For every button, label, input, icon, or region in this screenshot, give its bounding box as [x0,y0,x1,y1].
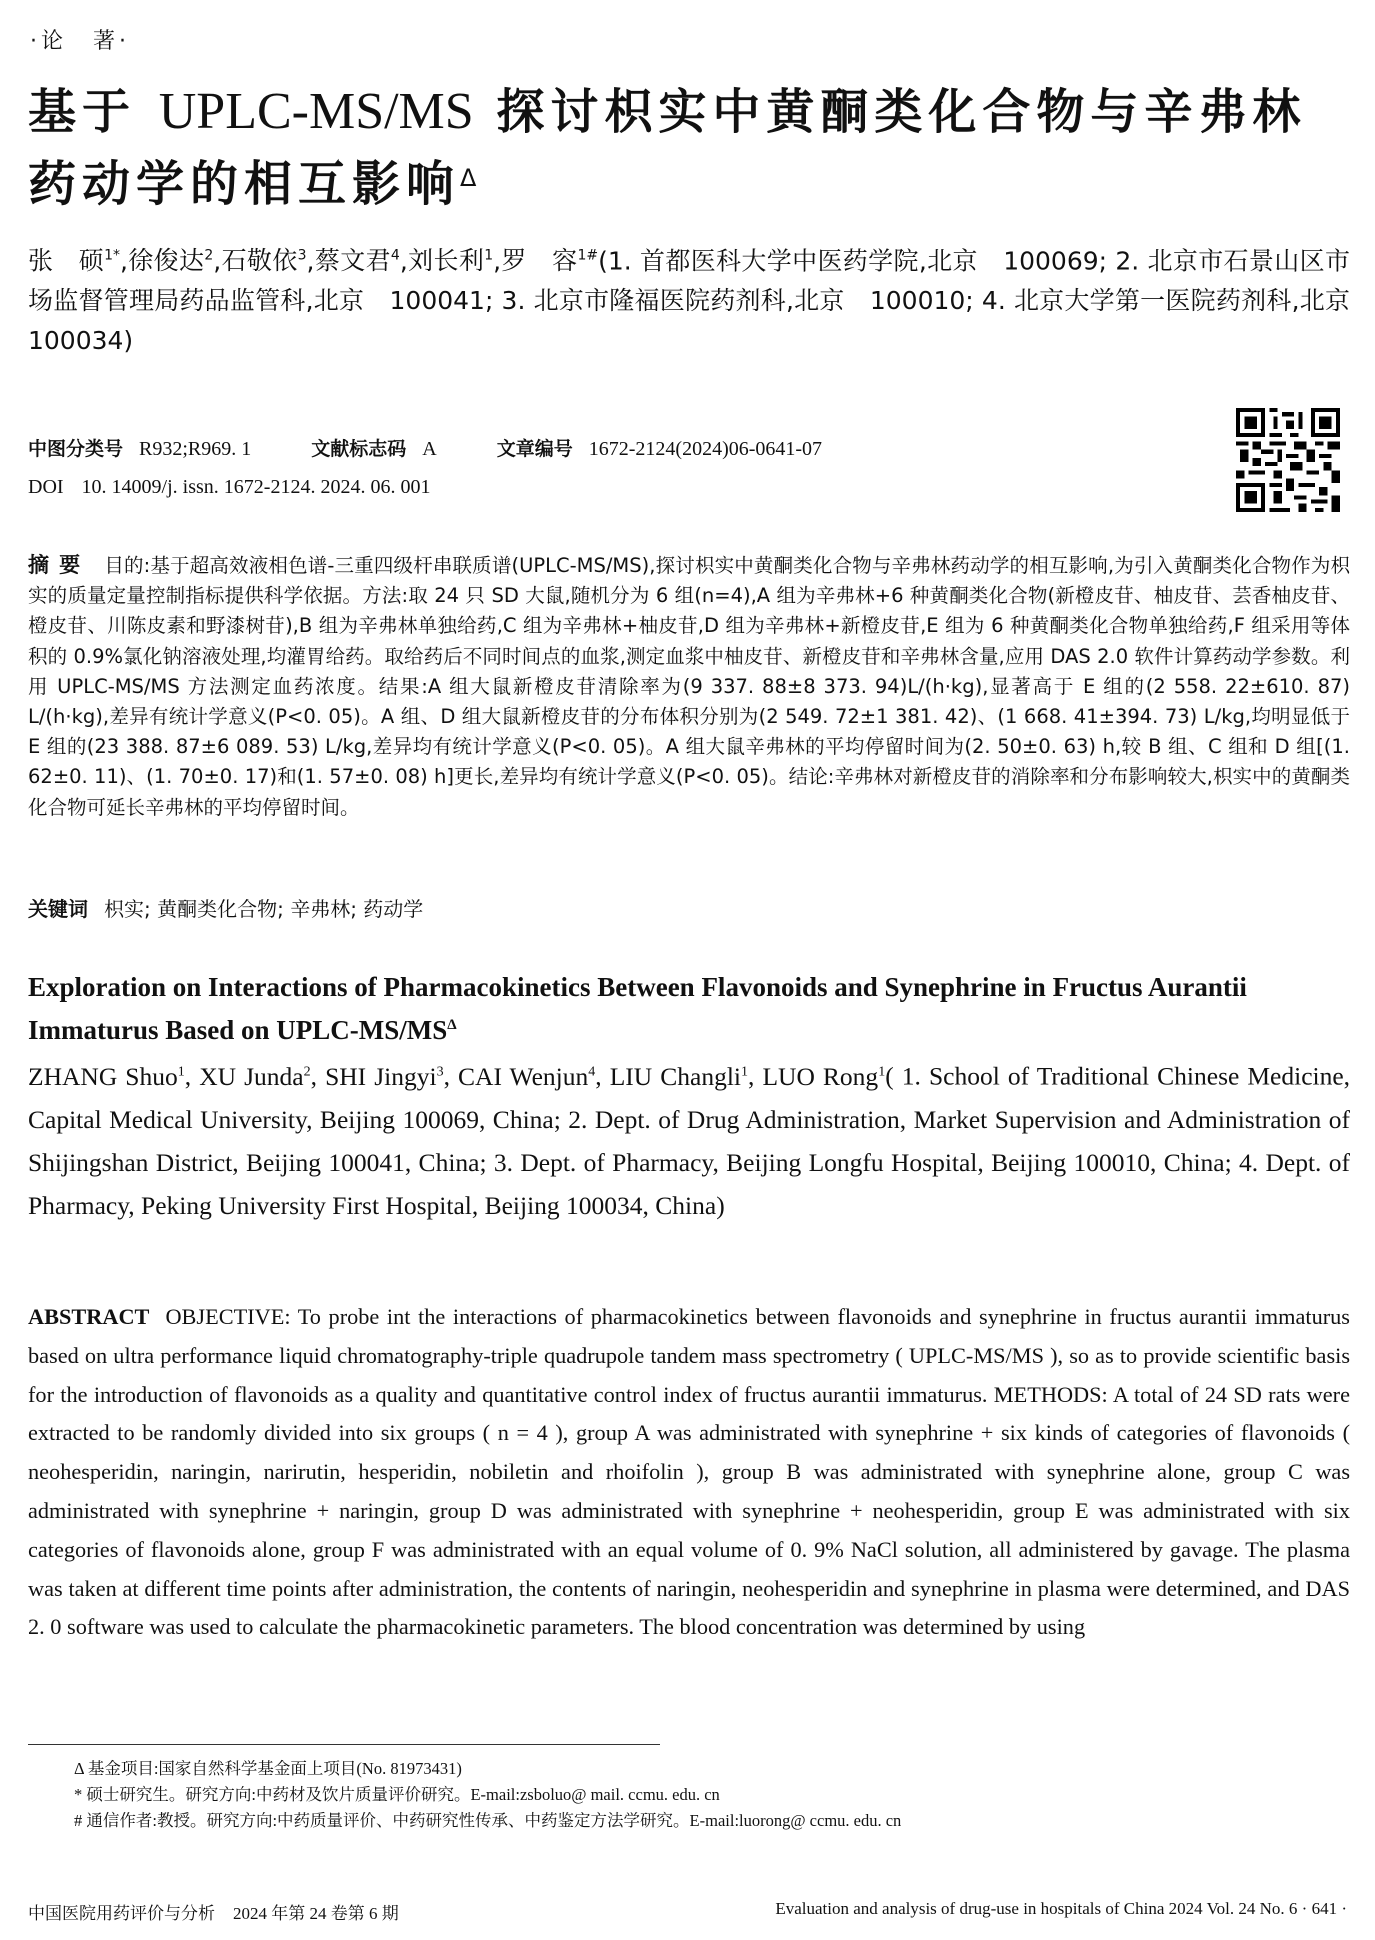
keywords-cn [28,893,423,922]
author-en: XU Junda$^2$ [199,1061,311,1091]
abstract-cn-text: 目的:基于超高效液相色谱-三重四级杆串联质谱(UPLC-MS/MS),探讨枳实中黄酮类化合物与辛弗林药动学的相互影响,为引入黄酮类化合物作为枳实的质量定量控制指标提供科学依据。方法:取 24 只 SD 大鼠,随机分为 6 组(n=4),A 组为辛弗林+6 种黄酮类化合物(新橙皮苷、柚皮苷、芸香柚皮苷、橙皮苷、川陈皮素和野漆树苷),B 组为辛弗林单独给药,C 组为辛弗林+柚皮苷,D 组为辛弗林+新橙皮苷,E 组为 6 种黄酮类化合物单独给药,F 组采用等体积的 0.9%氯化钠溶液处理,均灌胃给药。取给药后不同时间点的血浆,测定血浆中柚皮苷、新橙皮苷和辛弗林含量,应用 DAS 2.0 软件计算药动学参数。利用 UPLC-MS/MS 方法测定血药浓度。结果:A 组大鼠新橙皮苷清除率为(9 337. 88±8 373. 94)L/(h·kg),显著高于 E 组的(2 558. 22±610. 87) L/(h·kg),差异有统计学意义(P<0. 05)。A 组、D 组大鼠新橙皮苷的分布体积分别为(2 549. 72±1 381. 42)、(1 668. 41±394. 73) L/kg,均明显低于 E 组的(23 388. 87±6 089. 53) L/kg,差异均有统计学意义(P<0. 05)。A 组大鼠辛弗林的平均停留时间为(2. 50±0. 63) h,较 B 组、C 组和 D 组[(1. 62±0. 11)、(1. 70±0. 17)和(1. 57±0. 08) h]更长,差异均有统计学意义(P<0. 05)。结论:辛弗林对新橙皮苷的消除率和分布影响较大,枳实中的黄酮类化合物可延长辛弗林的平均停留时间。 [28,554,1350,819]
affiliations-cn: (1. 首都医科大学中医药学院,北京 100069; 2. 北京市石景山区市场监督管理局药品监管科,北京 100041; 3. 北京市隆福医院药剂科,北京 100010; 4. 北京大学第一医院药剂科,北京 100034) [28,246,1375,356]
clc-label: 中图分类号 [28,438,124,460]
funding-mark: Δ [460,164,483,192]
doc-code-value: A [422,438,437,460]
funding-mark-en: Δ [447,1017,457,1033]
clc-field [28,434,251,461]
clc-value: R932;R969. 1 [139,438,252,460]
classification-row [28,434,822,461]
journal-name-en: Evaluation and analysis of drug-use in hospitals of China 2024 Vol. 24 No. 6 [775,1899,1298,1918]
article-no-value: 1672-2124(2024)06-0641-07 [588,438,823,460]
doc-code-field [311,434,436,461]
author-cn: 徐俊达$^2$ [127,246,214,276]
journal-issue-cn: 2024 年第 24 卷第 6 期 [233,1904,399,1923]
abstract-en [28,1298,1350,1647]
authors-en: ZHANG Shuo$^1$, XU Junda$^2$, SHI Jingyi$^3$, CAI Wenjun$^4$, LIU Changli$^1$, LUO Rong$^1$( 1. School of Traditional Chinese Medicine, Capital Medical University, Beijing 100069, China; 2. Dept. of Drug Administration, Market Supervision and Administration of Shijingshan District, Beijing 100041, China; 3. Dept. of Pharmacy, Beijing Longfu Hospital, Beijing 100010, China; 4. Dept. of Pharmacy, Peking University First Hospital, Beijing 100034, China) [28,1061,1351,1220]
footer-journal-cn [28,1899,399,1924]
authors-cn: 张 硕$^{1*}$,徐俊达$^2$,石敬依$^3$,蔡文君$^4$,刘长利$^1$,罗 容$^{1\#}$(1. 首都医科大学中医药学院,北京 100069; 2. 北京市石景山区市场监督管理局药品监管科,北京 100041; 3. 北京市隆福医院药剂科,北京 100010; 4. 北京大学第一医院药剂科,北京 100034) [28,246,1375,356]
footer-journal-en [775,1899,1347,1919]
author-en: SHI Jingyi$^3$ [325,1061,444,1091]
abstract-en-label: ABSTRACT [28,1304,150,1329]
qr-code-icon [1236,408,1340,512]
author-cn: 石敬依$^3$ [221,246,307,276]
author-en: LIU Changli$^1$ [609,1061,748,1091]
article-title-cn [28,76,1358,220]
doc-code-label: 文献标志码 [311,438,407,460]
footnote-first-author: * 硕士研究生。研究方向:中药材及饮片质量评价研究。E-mail:zsboluo@ mail. ccmu. edu. cn [74,1785,720,1804]
title-cn-suffix: 探讨枳实中黄酮类化合物与辛弗林药动学的相互影响 [28,84,1307,212]
doi-row [28,476,430,499]
author-en: LUO Rong$^1$ [762,1061,886,1091]
article-no-label: 文章编号 [496,438,573,460]
journal-name-cn: 中国医院用药评价与分析 [28,1904,215,1923]
author-en: CAI Wenjun$^4$ [458,1061,596,1091]
abstract-cn-label: 摘要 [28,553,91,577]
footnotes [74,1756,1324,1834]
footnote-corresponding-author: # 通信作者:教授。研究方向:中药质量评价、中药研究性传承、中药鉴定方法学研究。E-mail:luorong@ ccmu. edu. cn [74,1811,902,1830]
author-cn: 刘长利$^1$ [407,246,494,276]
abstract-cn [28,550,1350,823]
title-cn-method: UPLC-MS/MS [158,83,474,140]
title-cn-prefix: 基于 [28,84,159,140]
abstract-en-text: OBJECTIVE: To probe int the interactions of pharmacokinetics between flavonoids and synephrine in fructus aurantii immaturus based on ultra performance liquid chromatography-triple quadrupole tandem mass spectrometry ( UPLC-MS/MS ), so as to provide scientific basis for the introduction of flavonoids as a quality and quantitative control index of fructus aurantii immaturus. METHODS: A total of 24 SD rats were extracted to be randomly divided into six groups ( n = 4 ), group A was administrated with synephrine + six kinds of categories of flavonoids ( neohesperidin, naringin, narirutin, hesperidin, nobiletin and rhoifolin ), group B was administrated with synephrine alone, group C was administrated with synephrine + naringin, group D was administrated with synephrine + neohesperidin, group E was administrated with six categories of flavonoids alone, group F was administrated with an equal volume of 0. 9% NaCl solution, all administered by gavage. The plasma was taken at different time points after administration, the contents of naringin, neohesperidin and synephrine in plasma were determined, and DAS 2. 0 software was used to calculate the pharmacokinetic parameters. The blood concentration was determined by using [28,1304,1350,1640]
article-title-en [28,968,1350,1049]
article-no-field [497,434,822,461]
affiliations-en: ( 1. School of Traditional Chinese Medicine, Capital Medical University, Beijing 100069, China; 2. Dept. of Drug Administration, Market Supervision and Administration of Shijingshan District, Beijing 100041, China; 3. Dept. of Pharmacy, Beijing Longfu Hospital, Beijing 100010, China; 4. Dept. of Pharmacy, Peking University First Hospital, Beijing 100034, China) [28,1061,1351,1220]
title-en-text: Exploration on Interactions of Pharmacokinetics Between Flavonoids and Synephrine in Fructus Aurantii Immaturus Based on UPLC-MS/MS [28,972,1247,1045]
doi-label: DOI [28,476,64,498]
section-label: ·论 著· [30,29,130,54]
author-cn: 蔡文君$^4$ [314,246,400,276]
keywords-cn-label: 关键词 [28,897,88,921]
footnote-divider [28,1744,660,1745]
keywords-cn-text: 枳实; 黄酮类化合物; 辛弗林; 药动学 [104,897,424,921]
doi-value: 10. 14009/j. issn. 1672-2124. 2024. 06. 001 [81,476,431,498]
page-number: · 641 · [1301,1899,1347,1918]
author-cn: 罗 容$^{1\#}$ [501,246,599,276]
author-en: ZHANG Shuo$^1$ [28,1061,185,1091]
author-cn: 张 硕$^{1*}$ [28,246,120,276]
footnote-funding: Δ 基金项目:国家自然科学基金面上项目(No. 81973431) [74,1759,462,1778]
